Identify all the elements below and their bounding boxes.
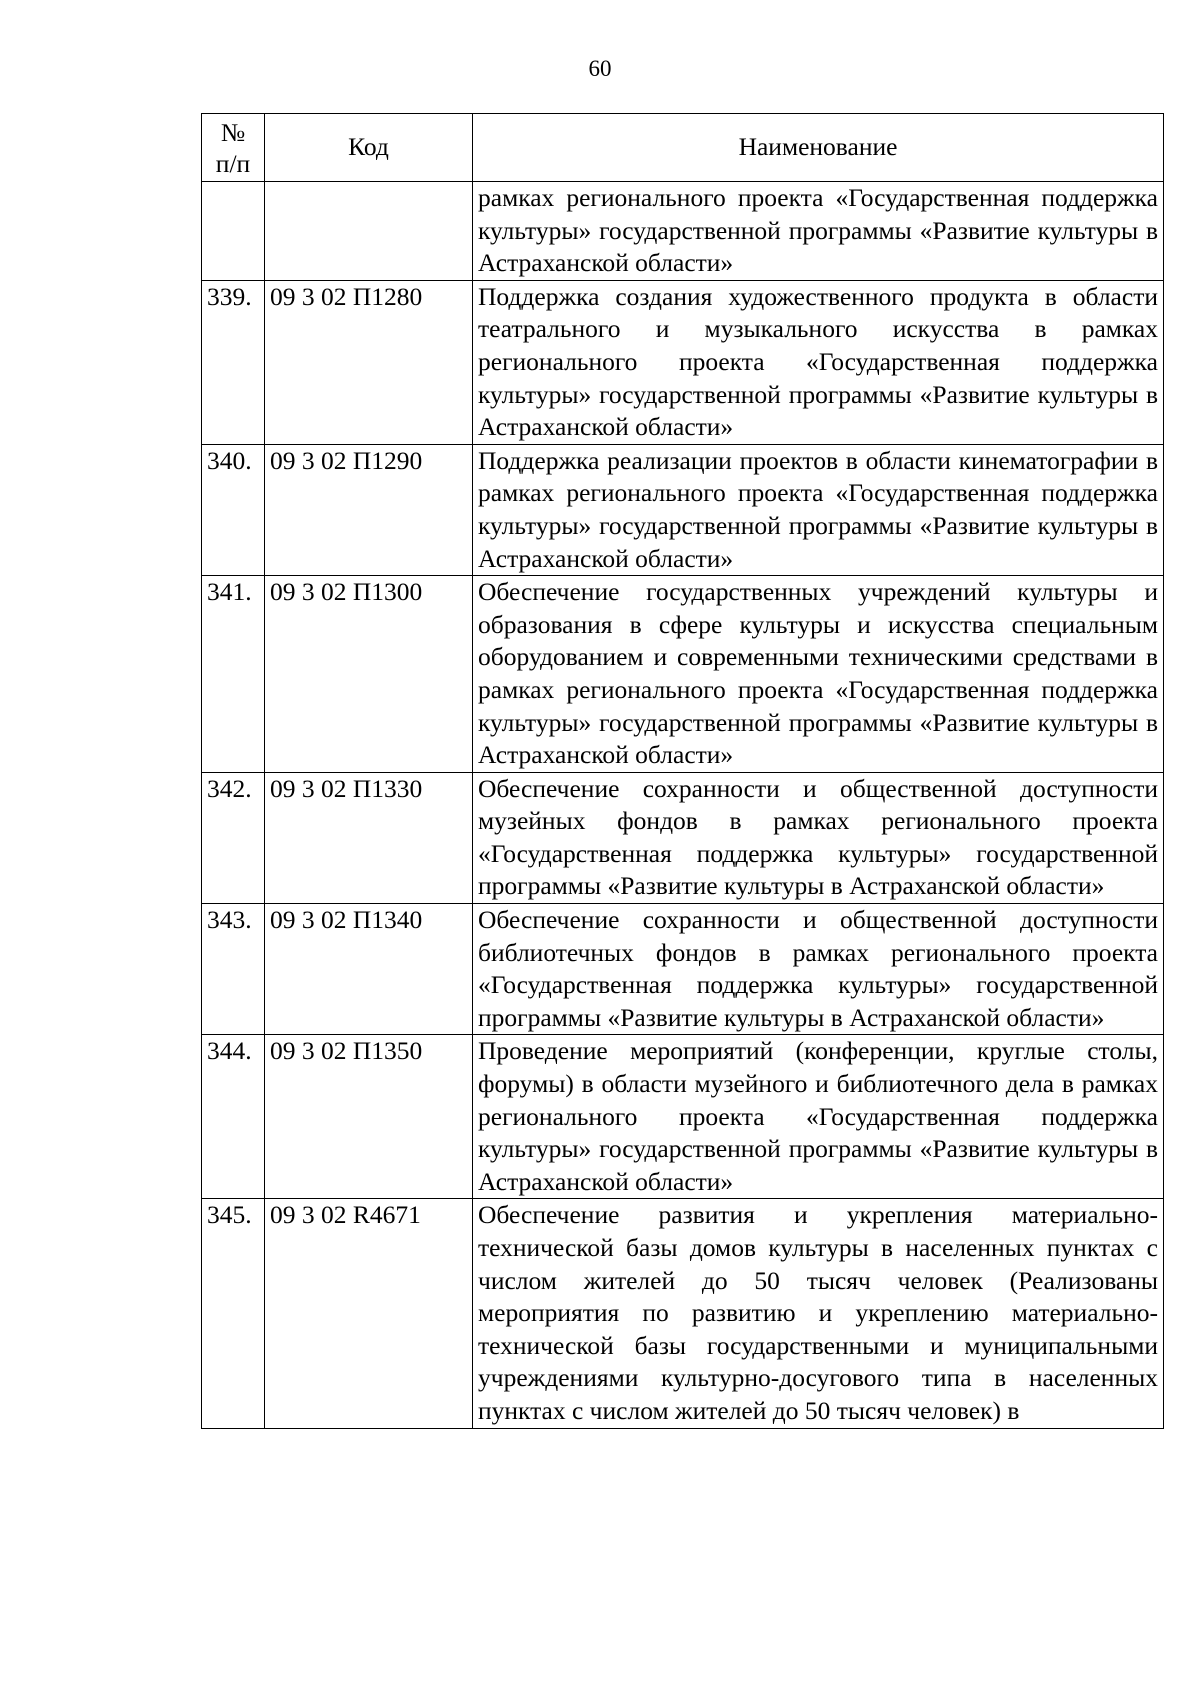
table-row xyxy=(202,576,1164,773)
table-header-row xyxy=(202,114,1164,182)
table-row xyxy=(202,182,1164,281)
row-code: 09 3 02 П1290 xyxy=(265,444,473,575)
row-name: Обеспечение сохранности и общественной доступности музейных фондов в рамках регионального проекта «Государственная поддержка культуры» государственной программы «Развитие культуры в Астраханской области» xyxy=(473,772,1164,903)
row-number: 341. xyxy=(202,576,265,773)
table-row xyxy=(202,1199,1164,1428)
table-row xyxy=(202,280,1164,444)
table-row xyxy=(202,444,1164,575)
table-row xyxy=(202,1035,1164,1199)
row-code: 09 3 02 П1340 xyxy=(265,904,473,1035)
header-code: Код xyxy=(265,114,473,182)
row-name: рамках регионального проекта «Государственная поддержка культуры» государственной программы «Развитие культуры в Астраханской области» xyxy=(473,182,1164,281)
row-name: Обеспечение сохранности и общественной доступности библиотечных фондов в рамках регионального проекта «Государственная поддержка культуры» государственной программы «Развитие культуры в Астраханской области» xyxy=(473,904,1164,1035)
row-number: 339. xyxy=(202,280,265,444)
row-code xyxy=(265,182,473,281)
header-number xyxy=(202,114,265,182)
row-name: Проведение мероприятий (конференции, круглые столы, форумы) в области музейного и библиотечного дела в рамках регионального проекта «Государственная поддержка культуры» государственной программы «Развитие культуры в Астраханской области» xyxy=(473,1035,1164,1199)
header-number-symbol: № xyxy=(220,117,246,147)
row-number xyxy=(202,182,265,281)
row-name: Обеспечение государственных учреждений культуры и образования в сфере культуры и искусства специальным оборудованием и современными техническими средствами в рамках регионального проекта «Государственная поддержка культуры» государственной программы «Развитие культуры в Астраханской области» xyxy=(473,576,1164,773)
row-name: Обеспечение развития и укрепления материально-технической базы домов культуры в населенных пунктах с числом жителей до 50 тысяч человек (Реализованы мероприятия по развитию и укреплению материально-технической базы государственными и муниципальными учреждениями культурно-досугового типа в населенных пунктах с числом жителей до 50 тысяч человек) в xyxy=(473,1199,1164,1428)
classification-table xyxy=(201,113,1164,1429)
row-number: 340. xyxy=(202,444,265,575)
header-number-abbrev: п/п xyxy=(215,148,251,178)
row-name: Поддержка реализации проектов в области кинематографии в рамках регионального проекта «Государственная поддержка культуры» государственной программы «Развитие культуры в Астраханской области» xyxy=(473,444,1164,575)
table-row xyxy=(202,904,1164,1035)
row-code: 09 3 02 П1350 xyxy=(265,1035,473,1199)
row-number: 342. xyxy=(202,772,265,903)
row-number: 344. xyxy=(202,1035,265,1199)
page-number: 60 xyxy=(588,56,612,81)
row-code: 09 3 02 П1300 xyxy=(265,576,473,773)
table-row xyxy=(202,772,1164,903)
row-name: Поддержка создания художественного продукта в области театрального и музыкального искусства в рамках регионального проекта «Государственная поддержка культуры» государственной программы «Развитие культуры в Астраханской области» xyxy=(473,280,1164,444)
row-number: 345. xyxy=(202,1199,265,1428)
row-code: 09 3 02 R4671 xyxy=(265,1199,473,1428)
row-code: 09 3 02 П1330 xyxy=(265,772,473,903)
header-name: Наименование xyxy=(473,114,1164,182)
row-code: 09 3 02 П1280 xyxy=(265,280,473,444)
row-number: 343. xyxy=(202,904,265,1035)
